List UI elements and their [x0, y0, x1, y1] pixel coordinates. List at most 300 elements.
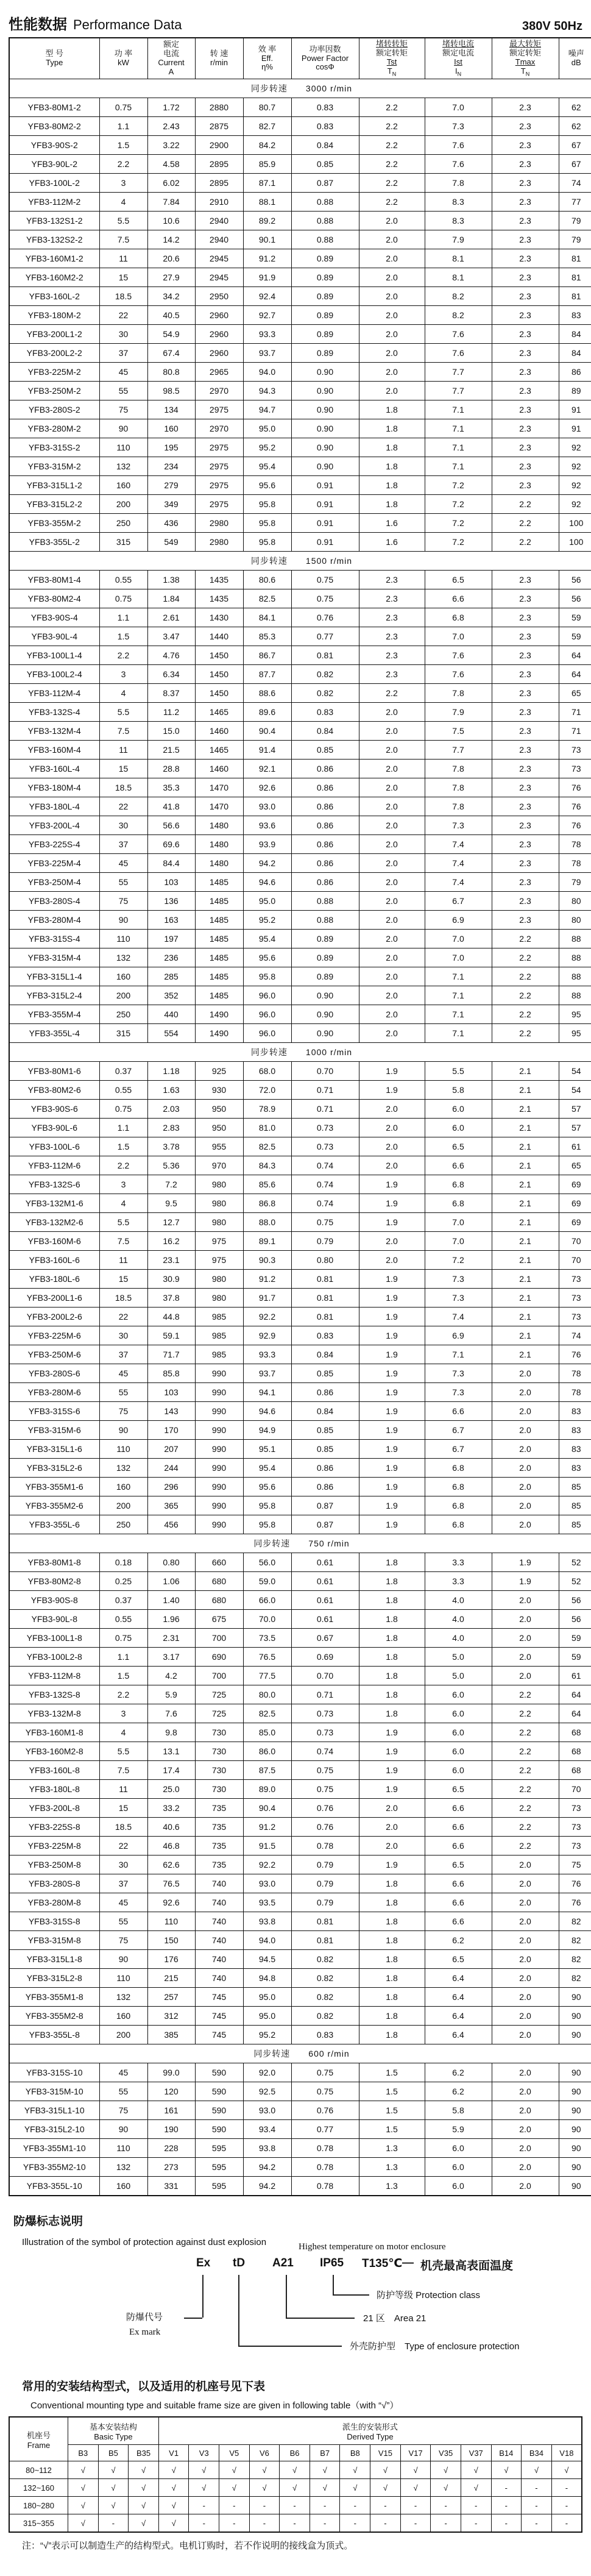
value-cell: 740 — [195, 1893, 243, 1912]
value-cell: 1.8 — [359, 1591, 425, 1610]
value-cell: 0.82 — [291, 684, 359, 703]
value-cell: 0.75 — [291, 1780, 359, 1799]
value-cell: 59 — [559, 1629, 591, 1648]
table-row — [9, 1742, 591, 1761]
value-cell: 90 — [99, 1421, 147, 1440]
mounting-code-header: B35 — [129, 2445, 159, 2461]
value-cell: 160 — [99, 2177, 147, 2196]
value-cell: 2.31 — [147, 1629, 195, 1648]
value-cell: 65 — [559, 684, 591, 703]
value-cell: 2.2 — [492, 533, 559, 552]
value-cell: 2.3 — [492, 419, 559, 438]
value-cell: 61 — [559, 1667, 591, 1685]
table-row — [9, 155, 591, 174]
value-cell: 84 — [559, 325, 591, 344]
value-cell: 0.69 — [291, 1648, 359, 1667]
value-cell: 2.3 — [492, 627, 559, 646]
value-cell: 5.5 — [99, 1742, 147, 1761]
value-cell: 82 — [559, 1912, 591, 1931]
value-cell: 2.2 — [492, 1024, 559, 1043]
availability-cell: √ — [98, 2497, 129, 2514]
ex-temp-label-en: Highest temperature on motor enclosure — [299, 2242, 446, 2252]
value-cell: 0.88 — [291, 892, 359, 911]
value-cell: 7.4 — [425, 835, 492, 854]
value-cell: 1.1 — [99, 117, 147, 136]
value-cell: 90 — [99, 911, 147, 930]
value-cell: 3.47 — [147, 627, 195, 646]
value-cell: 1430 — [195, 608, 243, 627]
value-cell: 1470 — [195, 778, 243, 797]
motor-type-cell: YFB3-80M1-2 — [9, 98, 99, 117]
frame-header: 机座号 Frame — [9, 2417, 68, 2461]
table-row — [9, 457, 591, 476]
value-cell: 0.84 — [291, 136, 359, 155]
value-cell: 0.88 — [291, 911, 359, 930]
value-cell: 59.0 — [243, 1572, 291, 1591]
value-cell: 2975 — [195, 457, 243, 476]
value-cell: 28.8 — [147, 760, 195, 778]
value-cell: 98.5 — [147, 382, 195, 400]
availability-cell: √ — [98, 2461, 129, 2479]
value-cell: 0.73 — [291, 1704, 359, 1723]
value-cell: 2.3 — [492, 325, 559, 344]
value-cell: 700 — [195, 1667, 243, 1685]
table-row — [9, 608, 591, 627]
value-cell: 73 — [559, 1289, 591, 1308]
value-cell: 0.91 — [291, 495, 359, 514]
value-cell: 1.6 — [359, 514, 425, 533]
value-cell: 94.1 — [243, 1383, 291, 1402]
value-cell: 2.2 — [492, 1685, 559, 1704]
motor-type-cell: YFB3-315L1-6 — [9, 1440, 99, 1459]
motor-type-cell: YFB3-315M-4 — [9, 948, 99, 967]
value-cell: 52 — [559, 1572, 591, 1591]
value-cell: 0.86 — [291, 797, 359, 816]
table-row — [9, 1988, 591, 2007]
value-cell: 2.0 — [492, 1421, 559, 1440]
value-cell: 740 — [195, 1912, 243, 1931]
table-row — [9, 136, 591, 155]
availability-cell: - — [461, 2497, 491, 2514]
value-cell: 0.81 — [291, 1931, 359, 1950]
value-cell: 980 — [195, 1213, 243, 1232]
table-row — [9, 1515, 591, 1534]
value-cell: 0.91 — [291, 533, 359, 552]
motor-type-cell: YFB3-355L-8 — [9, 2026, 99, 2044]
value-cell: 2.0 — [359, 1837, 425, 1856]
value-cell: 2.0 — [492, 1383, 559, 1402]
value-cell: 1.06 — [147, 1572, 195, 1591]
motor-type-cell: YFB3-225M-6 — [9, 1326, 99, 1345]
value-cell: 980 — [195, 1175, 243, 1194]
speed-section-label: 同步转速 1500 r/min — [9, 552, 591, 571]
availability-cell: - — [370, 2514, 401, 2533]
value-cell: 0.55 — [99, 1610, 147, 1629]
value-cell: 0.75 — [291, 589, 359, 608]
value-cell: 2975 — [195, 476, 243, 495]
mounting-code-header: V17 — [400, 2445, 431, 2461]
mounting-row — [9, 2479, 582, 2497]
motor-type-cell: YFB3-132S-4 — [9, 703, 99, 722]
value-cell: 2.0 — [492, 1856, 559, 1874]
a21-connector-line — [286, 2318, 355, 2319]
table-row — [9, 1780, 591, 1799]
value-cell: 745 — [195, 2026, 243, 2044]
motor-type-cell: YFB3-355M2-8 — [9, 2007, 99, 2026]
value-cell: 12.7 — [147, 1213, 195, 1232]
value-cell: 13.1 — [147, 1742, 195, 1761]
motor-type-cell: YFB3-315L2-10 — [9, 2120, 99, 2139]
motor-type-cell: YFB3-180M-2 — [9, 306, 99, 325]
value-cell: 2.0 — [492, 1478, 559, 1496]
value-cell: 0.75 — [99, 1629, 147, 1648]
value-cell: 170 — [147, 1421, 195, 1440]
value-cell: 700 — [195, 1629, 243, 1648]
value-cell: 87.5 — [243, 1761, 291, 1780]
value-cell: 75 — [99, 1402, 147, 1421]
value-cell: 8.37 — [147, 684, 195, 703]
value-cell: 2.3 — [492, 212, 559, 230]
value-cell: 88.1 — [243, 193, 291, 212]
value-cell: 56.0 — [243, 1553, 291, 1572]
value-cell: 2.0 — [359, 1100, 425, 1119]
value-cell: 95.8 — [243, 533, 291, 552]
value-cell: 160 — [147, 419, 195, 438]
table-row — [9, 306, 591, 325]
value-cell: 5.8 — [425, 2101, 492, 2120]
value-cell: 85.8 — [147, 1364, 195, 1383]
table-row — [9, 1421, 591, 1440]
value-cell: 6.9 — [425, 911, 492, 930]
dash-token: — — [402, 2257, 414, 2269]
value-cell: 2.1 — [492, 1137, 559, 1156]
availability-cell: - — [370, 2497, 401, 2514]
value-cell: 250 — [99, 1005, 147, 1024]
motor-type-cell: YFB3-180M-4 — [9, 778, 99, 797]
value-cell: 30.9 — [147, 1270, 195, 1289]
motor-type-cell: YFB3-80M1-4 — [9, 571, 99, 589]
value-cell: 1.8 — [359, 1704, 425, 1723]
motor-type-cell: YFB3-100L2-8 — [9, 1648, 99, 1667]
value-cell: 985 — [195, 1345, 243, 1364]
value-cell: 85.0 — [243, 1723, 291, 1742]
motor-type-cell: YFB3-315S-4 — [9, 930, 99, 948]
value-cell: 990 — [195, 1383, 243, 1402]
value-cell: 6.5 — [425, 1137, 492, 1156]
value-cell: 1435 — [195, 589, 243, 608]
value-cell: 0.89 — [291, 268, 359, 287]
value-cell: 990 — [195, 1402, 243, 1421]
availability-cell: - — [551, 2479, 582, 2497]
value-cell: 0.83 — [291, 98, 359, 117]
table-row — [9, 1440, 591, 1459]
table-row — [9, 193, 591, 212]
value-cell: 2.03 — [147, 1100, 195, 1119]
value-cell: 143 — [147, 1402, 195, 1421]
value-cell: 195 — [147, 438, 195, 457]
value-cell: 30 — [99, 1856, 147, 1874]
value-cell: 6.0 — [425, 1723, 492, 1742]
availability-cell: - — [280, 2497, 310, 2514]
value-cell: 2.1 — [492, 1119, 559, 1137]
value-cell: 1.8 — [359, 1648, 425, 1667]
value-cell: 6.8 — [425, 1478, 492, 1496]
value-cell: 84.1 — [243, 608, 291, 627]
value-cell: 7.7 — [425, 363, 492, 382]
value-cell: 985 — [195, 1308, 243, 1326]
value-cell: 21.5 — [147, 741, 195, 760]
availability-cell: √ — [370, 2479, 401, 2497]
motor-type-cell: YFB3-112M-6 — [9, 1156, 99, 1175]
derived-type-header: 派生的安装形式 Derived Type — [158, 2417, 582, 2445]
value-cell: 0.78 — [291, 2177, 359, 2196]
value-cell: 2.3 — [492, 306, 559, 325]
value-cell: 2.3 — [492, 589, 559, 608]
value-cell: 7.1 — [425, 400, 492, 419]
value-cell: 0.74 — [291, 1175, 359, 1194]
value-cell: 7.0 — [425, 1232, 492, 1251]
value-cell: 1.40 — [147, 1591, 195, 1610]
value-cell: 315 — [99, 1024, 147, 1043]
motor-type-cell: YFB3-200L-8 — [9, 1799, 99, 1818]
value-cell: 2.0 — [359, 1005, 425, 1024]
value-cell: 82 — [559, 1969, 591, 1988]
value-cell: 0.37 — [99, 1062, 147, 1081]
value-cell: 2.3 — [492, 117, 559, 136]
frame-size-cell: 132~160 — [9, 2479, 68, 2497]
value-cell: 20.6 — [147, 249, 195, 268]
value-cell: 94.0 — [243, 1931, 291, 1950]
value-cell: 2.3 — [492, 155, 559, 174]
ip65-token: IP65 — [320, 2257, 344, 2269]
value-cell: 94.3 — [243, 382, 291, 400]
value-cell: 2.0 — [492, 2101, 559, 2120]
value-cell: 2.1 — [492, 1213, 559, 1232]
value-cell: 236 — [147, 948, 195, 967]
table-row — [9, 1856, 591, 1874]
motor-type-cell: YFB3-250M-4 — [9, 873, 99, 892]
value-cell: 2.3 — [492, 816, 559, 835]
value-cell: 84 — [559, 344, 591, 363]
value-cell: 94.6 — [243, 1402, 291, 1421]
value-cell: 95.6 — [243, 948, 291, 967]
value-cell: 2.0 — [359, 382, 425, 400]
frame-size-cell: 80~112 — [9, 2461, 68, 2479]
value-cell: 80.7 — [243, 98, 291, 117]
col-tst-ratio: 堵转转矩 额定转矩 Tst $T_N$ — [359, 38, 425, 79]
value-cell: 59.1 — [147, 1326, 195, 1345]
availability-cell: - — [219, 2497, 250, 2514]
value-cell: 82.5 — [243, 589, 291, 608]
value-cell: 2.3 — [359, 589, 425, 608]
value-cell: 0.25 — [99, 1572, 147, 1591]
motor-type-cell: YFB3-280S-8 — [9, 1874, 99, 1893]
value-cell: 46.8 — [147, 1837, 195, 1856]
value-cell: 61 — [559, 1137, 591, 1156]
motor-type-cell: YFB3-315L1-4 — [9, 967, 99, 986]
value-cell: 2980 — [195, 533, 243, 552]
value-cell: 1.1 — [99, 1648, 147, 1667]
value-cell: 1.9 — [359, 1364, 425, 1383]
value-cell: 595 — [195, 2139, 243, 2158]
value-cell: 0.86 — [291, 1459, 359, 1478]
value-cell: 0.80 — [291, 1251, 359, 1270]
value-cell: 90.1 — [243, 230, 291, 249]
value-cell: 7.8 — [425, 684, 492, 703]
value-cell: 0.85 — [291, 155, 359, 174]
value-cell: 2.0 — [492, 1515, 559, 1534]
value-cell: 554 — [147, 1024, 195, 1043]
value-cell: 2.1 — [492, 1081, 559, 1100]
motor-type-cell: YFB3-160M2-2 — [9, 268, 99, 287]
value-cell: 7.7 — [425, 382, 492, 400]
motor-type-cell: YFB3-280M-8 — [9, 1893, 99, 1912]
value-cell: 2.61 — [147, 608, 195, 627]
table-row — [9, 2082, 591, 2101]
value-cell: 1460 — [195, 760, 243, 778]
value-cell: 4 — [99, 1194, 147, 1213]
value-cell: 75 — [99, 2101, 147, 2120]
motor-type-cell: YFB3-160L-2 — [9, 287, 99, 306]
value-cell: 2.3 — [492, 854, 559, 873]
value-cell: 8.2 — [425, 306, 492, 325]
value-cell: 45 — [99, 363, 147, 382]
table-row — [9, 2007, 591, 2026]
value-cell: 93.3 — [243, 325, 291, 344]
value-cell: 56 — [559, 1591, 591, 1610]
value-cell: 93.9 — [243, 835, 291, 854]
value-cell: 0.91 — [291, 476, 359, 495]
value-cell: 2970 — [195, 419, 243, 438]
value-cell: 55 — [99, 2082, 147, 2101]
value-cell: 7.3 — [425, 1289, 492, 1308]
value-cell: 94.8 — [243, 1969, 291, 1988]
value-cell: 0.61 — [291, 1610, 359, 1629]
value-cell: 7.1 — [425, 1024, 492, 1043]
availability-cell: √ — [68, 2514, 99, 2533]
value-cell: 2.1 — [492, 1308, 559, 1326]
motor-type-cell: YFB3-90L-2 — [9, 155, 99, 174]
value-cell: 7.6 — [425, 646, 492, 665]
value-cell: 234 — [147, 457, 195, 476]
table-row — [9, 1818, 591, 1837]
value-cell: 62.6 — [147, 1856, 195, 1874]
value-cell: 1.5 — [359, 2120, 425, 2139]
table-row — [9, 703, 591, 722]
ex-connector-line — [202, 2275, 203, 2318]
availability-cell: - — [219, 2514, 250, 2533]
ex-connector-line — [184, 2318, 202, 2319]
value-cell: 0.71 — [291, 1081, 359, 1100]
value-cell: 95.8 — [243, 1515, 291, 1534]
value-cell: 66.0 — [243, 1591, 291, 1610]
table-row — [9, 854, 591, 873]
value-cell: 1.8 — [359, 2026, 425, 2044]
value-cell: 6.5 — [425, 1950, 492, 1969]
value-cell: 7.4 — [425, 854, 492, 873]
value-cell: 2.2 — [99, 1685, 147, 1704]
value-cell: 93.6 — [243, 816, 291, 835]
table-row — [9, 2026, 591, 2044]
value-cell: 160 — [99, 476, 147, 495]
motor-type-cell: YFB3-132M2-6 — [9, 1213, 99, 1232]
value-cell: 0.82 — [291, 1950, 359, 1969]
availability-cell: - — [189, 2514, 219, 2533]
value-cell: 11 — [99, 741, 147, 760]
value-cell: 56.6 — [147, 816, 195, 835]
value-cell: 64 — [559, 665, 591, 684]
availability-cell: √ — [158, 2514, 189, 2533]
value-cell: 1.9 — [359, 1780, 425, 1799]
value-cell: 8.1 — [425, 249, 492, 268]
value-cell: 331 — [147, 2177, 195, 2196]
value-cell: 7.1 — [425, 967, 492, 986]
value-cell: 2.2 — [492, 514, 559, 533]
value-cell: 83 — [559, 1402, 591, 1421]
value-cell: 5.0 — [425, 1667, 492, 1685]
value-cell: 365 — [147, 1496, 195, 1515]
motor-type-cell: YFB3-80M2-2 — [9, 117, 99, 136]
value-cell: 132 — [99, 457, 147, 476]
value-cell: 0.75 — [291, 2082, 359, 2101]
value-cell: 91.5 — [243, 1837, 291, 1856]
table-row — [9, 1251, 591, 1270]
value-cell: 96.0 — [243, 986, 291, 1005]
value-cell: 2.0 — [492, 1440, 559, 1459]
value-cell: 0.61 — [291, 1591, 359, 1610]
value-cell: 7.2 — [147, 1175, 195, 1194]
mounting-subtitle-en: Conventional mounting type and suitable frame size are given in following table（with “√”） — [30, 2400, 399, 2411]
value-cell: 1.8 — [359, 1572, 425, 1591]
table-row — [9, 1931, 591, 1950]
value-cell: 11 — [99, 1780, 147, 1799]
value-cell: 0.79 — [291, 1856, 359, 1874]
value-cell: 6.2 — [425, 1931, 492, 1950]
value-cell: 91 — [559, 419, 591, 438]
table-row — [9, 797, 591, 816]
motor-type-cell: YFB3-80M1-8 — [9, 1553, 99, 1572]
availability-cell: √ — [219, 2479, 250, 2497]
value-cell: 79 — [559, 230, 591, 249]
value-cell: 7.6 — [425, 344, 492, 363]
value-cell: 18.5 — [99, 778, 147, 797]
value-cell: 690 — [195, 1648, 243, 1667]
table-row — [9, 2177, 591, 2196]
value-cell: 18.5 — [99, 287, 147, 306]
value-cell: 95.2 — [243, 911, 291, 930]
mounting-code-header: B8 — [340, 2445, 370, 2461]
value-cell: 5.5 — [99, 212, 147, 230]
motor-type-cell: YFB3-250M-6 — [9, 1345, 99, 1364]
value-cell: 55 — [99, 1383, 147, 1402]
value-cell: 2.3 — [492, 174, 559, 193]
value-cell: 745 — [195, 1988, 243, 2007]
table-row — [9, 98, 591, 117]
value-cell: 0.91 — [291, 514, 359, 533]
value-cell: 1.9 — [359, 1383, 425, 1402]
ex-mark-label-en: Ex mark — [129, 2327, 161, 2337]
value-cell: 0.90 — [291, 1024, 359, 1043]
table-row — [9, 911, 591, 930]
availability-cell: √ — [310, 2479, 340, 2497]
value-cell: 2.3 — [492, 400, 559, 419]
availability-cell: √ — [522, 2461, 552, 2479]
value-cell: 0.78 — [291, 2139, 359, 2158]
value-cell: 7.3 — [425, 1364, 492, 1383]
value-cell: 1485 — [195, 948, 243, 967]
availability-cell: √ — [189, 2461, 219, 2479]
availability-cell: √ — [431, 2479, 461, 2497]
